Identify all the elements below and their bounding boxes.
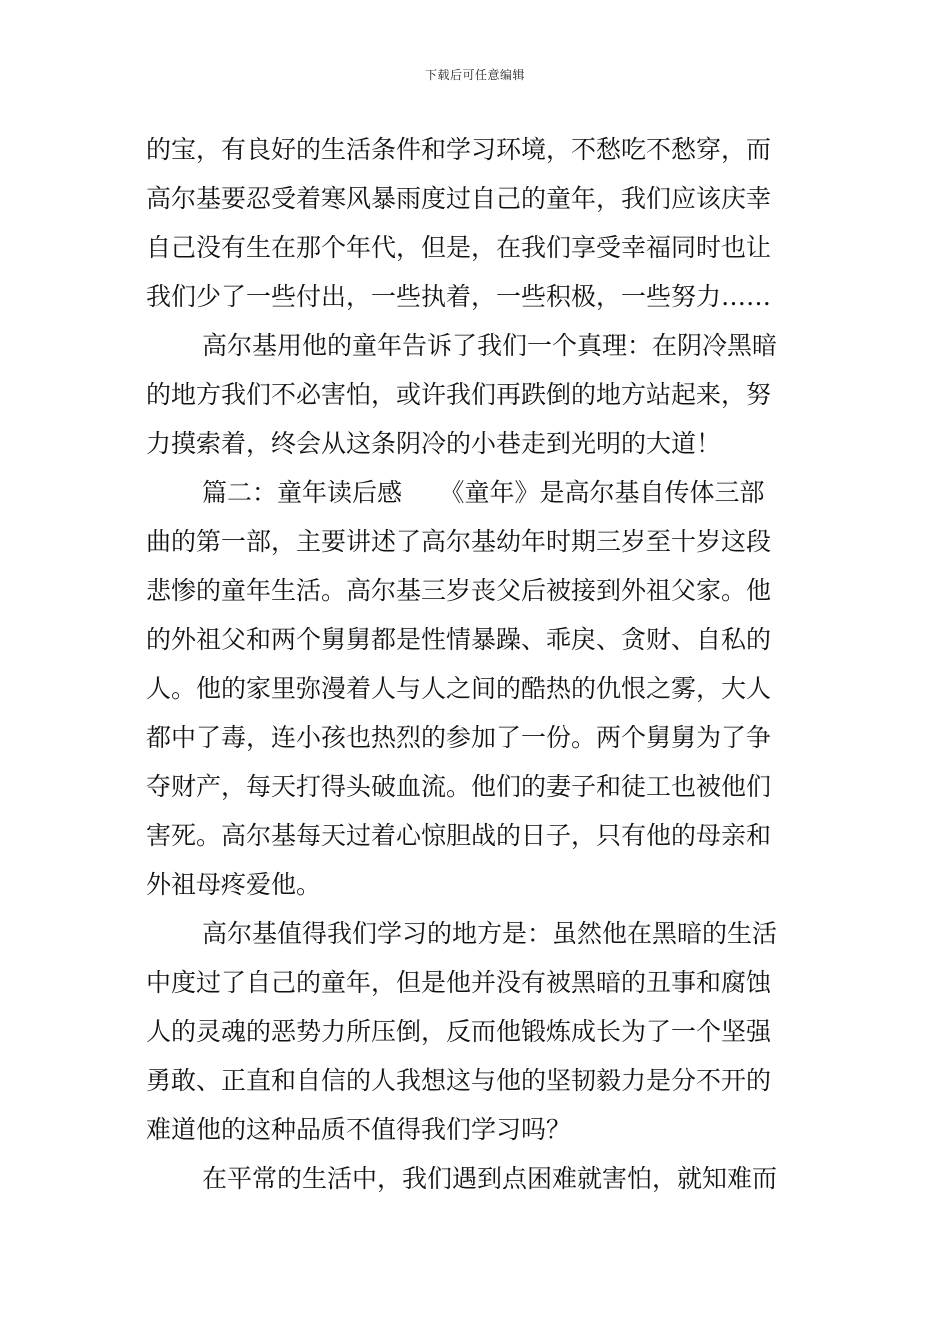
text-line: 外祖母疼爱他。 [146,870,322,899]
paragraph-start-line: 高尔基值得我们学习的地方是：虽然他在黑暗的生活 [202,919,778,948]
text-line: 的地方我们不必害怕，或许我们再跌倒的地方站起来，努 [146,380,772,409]
text-line: 人的灵魂的恶势力所压倒，反而他锻炼成长为了一个坚强 [146,1017,772,1046]
paragraph-start-line: 在平常的生活中，我们遇到点困难就害怕，就知难而 [202,1164,778,1193]
text-line: 夺财产，每天打得头破血流。他们的妻子和徒工也被他们 [146,772,772,801]
text-line: 勇敢、正直和自信的人我想这与他的坚韧毅力是分不开的 [146,1066,772,1095]
text-line: 的宝，有良好的生活条件和学习环境，不愁吃不愁穿，而 [146,135,772,164]
text-line: 自己没有生在那个年代，但是，在我们享受幸福同时也让 [146,233,772,262]
paragraph-start-line: 篇二：童年读后感 《童年》是高尔基自传体三部 [202,478,765,507]
text-line: 害死。高尔基每天过着心惊胆战的日子，只有他的母亲和 [146,821,772,850]
text-line: 高尔基要忍受着寒风暴雨度过自己的童年，我们应该庆幸 [146,184,772,213]
text-line: 都中了毒，连小孩也热烈的参加了一份。两个舅舅为了争 [146,723,772,752]
body-text [146,125,810,1203]
text-line: 我们少了一些付出，一些执着，一些积极，一些努力…… [146,282,772,311]
text-line: 人。他的家里弥漫着人与人之间的酷热的仇恨之雾，大人 [146,674,772,703]
text-line: 的外祖父和两个舅舅都是性情暴躁、乖戾、贪财、自私的 [146,625,772,654]
text-line: 曲的第一部，主要讲述了高尔基幼年时期三岁至十岁这段 [146,527,772,556]
text-line: 力摸索着，终会从这条阴冷的小巷走到光明的大道！ [146,429,722,458]
text-line: 难道他的这种品质不值得我们学习吗？ [146,1115,572,1144]
text-line: 中度过了自己的童年，但是他并没有被黑暗的丑事和腐蚀 [146,968,772,997]
paragraph-start-line: 高尔基用他的童年告诉了我们一个真理：在阴冷黑暗 [202,331,778,360]
text-line: 悲惨的童年生活。高尔基三岁丧父后被接到外祖父家。他 [146,576,772,605]
page-header-note: 下载后可任意编辑 [424,68,525,82]
